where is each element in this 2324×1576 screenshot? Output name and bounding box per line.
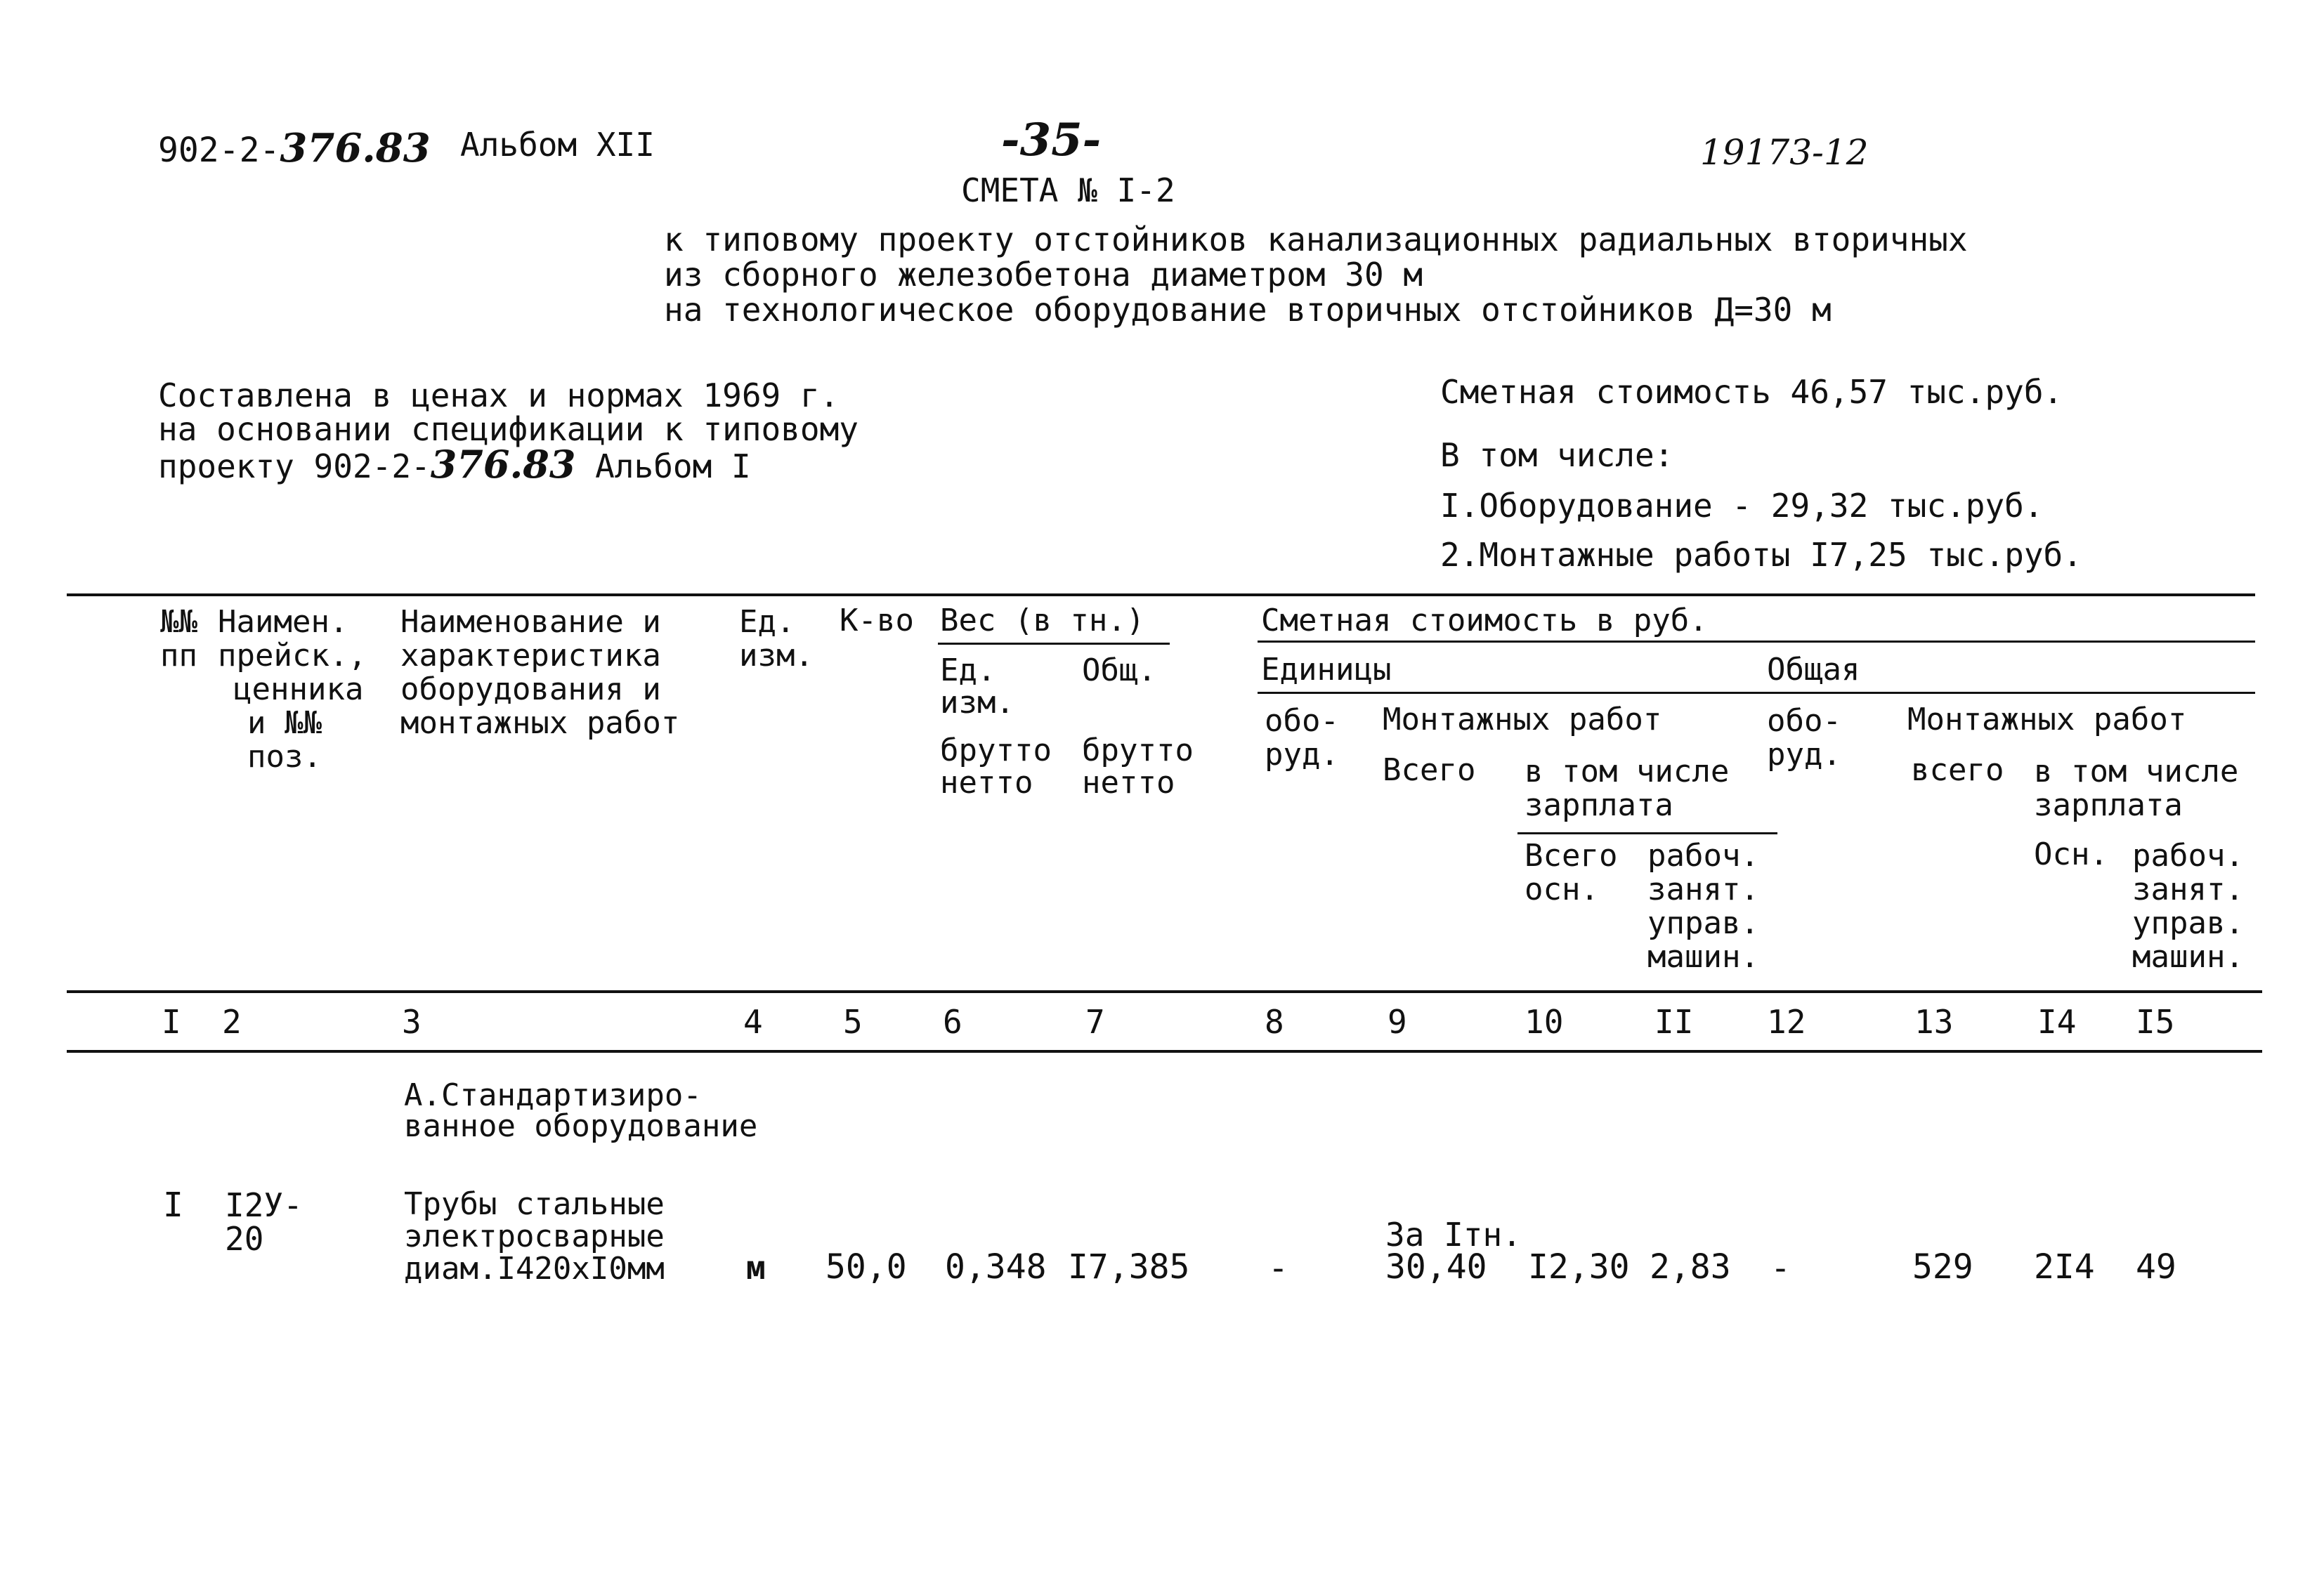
unit-weight: 0,348 — [945, 1247, 1047, 1287]
row-number: I — [163, 1186, 183, 1225]
column-number-8: 8 — [1265, 1003, 1284, 1041]
unit-group-rule — [1258, 692, 2255, 694]
basis-line-3: проекту 902-2-376.83 Альбом I — [158, 442, 751, 487]
column-number-2: 2 — [222, 1003, 242, 1041]
equipment-cost: I.Оборудование - 29,32 тыс.руб. — [1440, 487, 2044, 525]
header-salary-total: в том числе зарплата — [2034, 754, 2239, 823]
quantity: 50,0 — [825, 1247, 907, 1287]
header-cost-group: Сметная стоимость в руб. — [1261, 603, 1708, 638]
header-weight-group: Вес (в тн.) — [940, 603, 1145, 638]
basis-line-1: Составлена в ценах и нормах 1969 г. — [158, 376, 840, 414]
header-total-group: Общая — [1767, 652, 1860, 688]
column-number-9: 9 — [1388, 1003, 1407, 1041]
column-number-15: I5 — [2136, 1003, 2175, 1041]
basis-code-handwritten: 376.83 — [430, 442, 576, 487]
table-top-rule — [67, 593, 2255, 596]
header-bottom-rule — [67, 990, 2262, 993]
column-number-11: II — [1654, 1003, 1694, 1041]
header-col-2: Наимен. прейск., ценника и №№ поз. — [218, 604, 367, 775]
salary-base-unit: I2,30 — [1528, 1247, 1630, 1287]
price-reference: I2У- 20 — [225, 1186, 303, 1258]
header-col-3: Наименование и характеристика оборудования и монтажных работ — [400, 604, 680, 741]
installation-cost: 2.Монтажные работы I7,25 тыс.руб. — [1440, 536, 2082, 574]
estimate-title: СМЕТА № I-2 — [961, 171, 1175, 209]
basis-line-2: на основании спецификации к типовому — [158, 410, 859, 448]
header-col-6: Ед. изм. брутто нетто — [940, 652, 1052, 801]
salary-base-total: 2I4 — [2034, 1247, 2095, 1287]
header-mount-unit: Монтажных работ — [1383, 702, 1662, 737]
item-name: Трубы стальные электросварные диам.I420хI0мм — [404, 1186, 665, 1287]
including-label: В том числе: — [1440, 436, 1674, 474]
header-unit-group: Единицы — [1261, 652, 1392, 688]
header-mount-total: Монтажных работ — [1907, 702, 2187, 737]
column-number-12: 12 — [1767, 1003, 1806, 1041]
total-weight: I7,385 — [1068, 1247, 1190, 1287]
header-col-11: рабоч. занят. управ. машин. — [1647, 838, 1759, 975]
weight-group-rule — [938, 643, 1170, 645]
unit-of-measure: м — [746, 1249, 766, 1287]
header-col-7: Общ. брутто нетто — [1082, 652, 1194, 801]
subtitle-line-1: к типовому проекту отстойников канализационных радиальных вторичных — [664, 221, 1968, 258]
header-col-5: К-во — [840, 603, 914, 638]
header-col-13: всего — [1911, 752, 2004, 788]
subtitle-line-3: на технологическое оборудование вторичных отстойников Д=30 м — [664, 291, 1832, 329]
header-col-9: Всего — [1383, 752, 1476, 788]
estimated-cost: Сметная стоимость 46,57 тыс.руб. — [1440, 373, 2063, 411]
header-col-14: Осн. — [2034, 836, 2108, 872]
header-col-15: рабоч. занят. управ. машин. — [2132, 838, 2244, 975]
header-salary-unit: в том числе зарплата — [1525, 754, 1730, 823]
column-number-4: 4 — [743, 1003, 763, 1041]
equipment-total-cost: - — [1770, 1249, 1791, 1288]
header-col-4: Ед. изм. — [739, 604, 814, 674]
column-number-7: 7 — [1085, 1003, 1105, 1041]
album-label: Альбом XII — [460, 126, 655, 164]
header-col-1: №№ пп — [160, 604, 197, 674]
mount-total: 529 — [1912, 1247, 1973, 1287]
column-number-14: I4 — [2037, 1003, 2077, 1041]
per-ton-note: За Iтн. — [1385, 1216, 1522, 1254]
column-number-10: 10 — [1525, 1003, 1564, 1041]
numbers-bottom-rule — [67, 1050, 2262, 1053]
salary-machine-unit: 2,83 — [1650, 1247, 1731, 1287]
header-col-10: Всего осн. — [1525, 838, 1618, 907]
subtitle-line-2: из сборного железобетона диаметром 30 м — [664, 256, 1423, 294]
equipment-unit-cost: - — [1268, 1249, 1288, 1288]
column-number-3: 3 — [402, 1003, 422, 1041]
column-number-13: 13 — [1914, 1003, 1954, 1041]
column-number-6: 6 — [943, 1003, 962, 1041]
doc-code-handwritten: 376.83 — [280, 125, 431, 171]
page-number: -35- — [1001, 114, 1102, 166]
registration-number: 19173-12 — [1700, 132, 1869, 173]
cost-group-rule — [1258, 641, 2255, 643]
salary-unit-rule — [1517, 832, 1777, 834]
salary-machine-total: 49 — [2136, 1247, 2176, 1287]
column-number-1: I — [162, 1003, 181, 1041]
header-col-8: обо- руд. — [1265, 703, 1339, 773]
header-col-12: обо- руд. — [1767, 703, 1841, 773]
section-title: А.Стандартизиро- ванное оборудование — [404, 1077, 758, 1144]
doc-code: 902-2-376.83 — [158, 125, 431, 171]
mount-unit-total: 30,40 — [1385, 1247, 1487, 1287]
column-number-5: 5 — [843, 1003, 863, 1041]
